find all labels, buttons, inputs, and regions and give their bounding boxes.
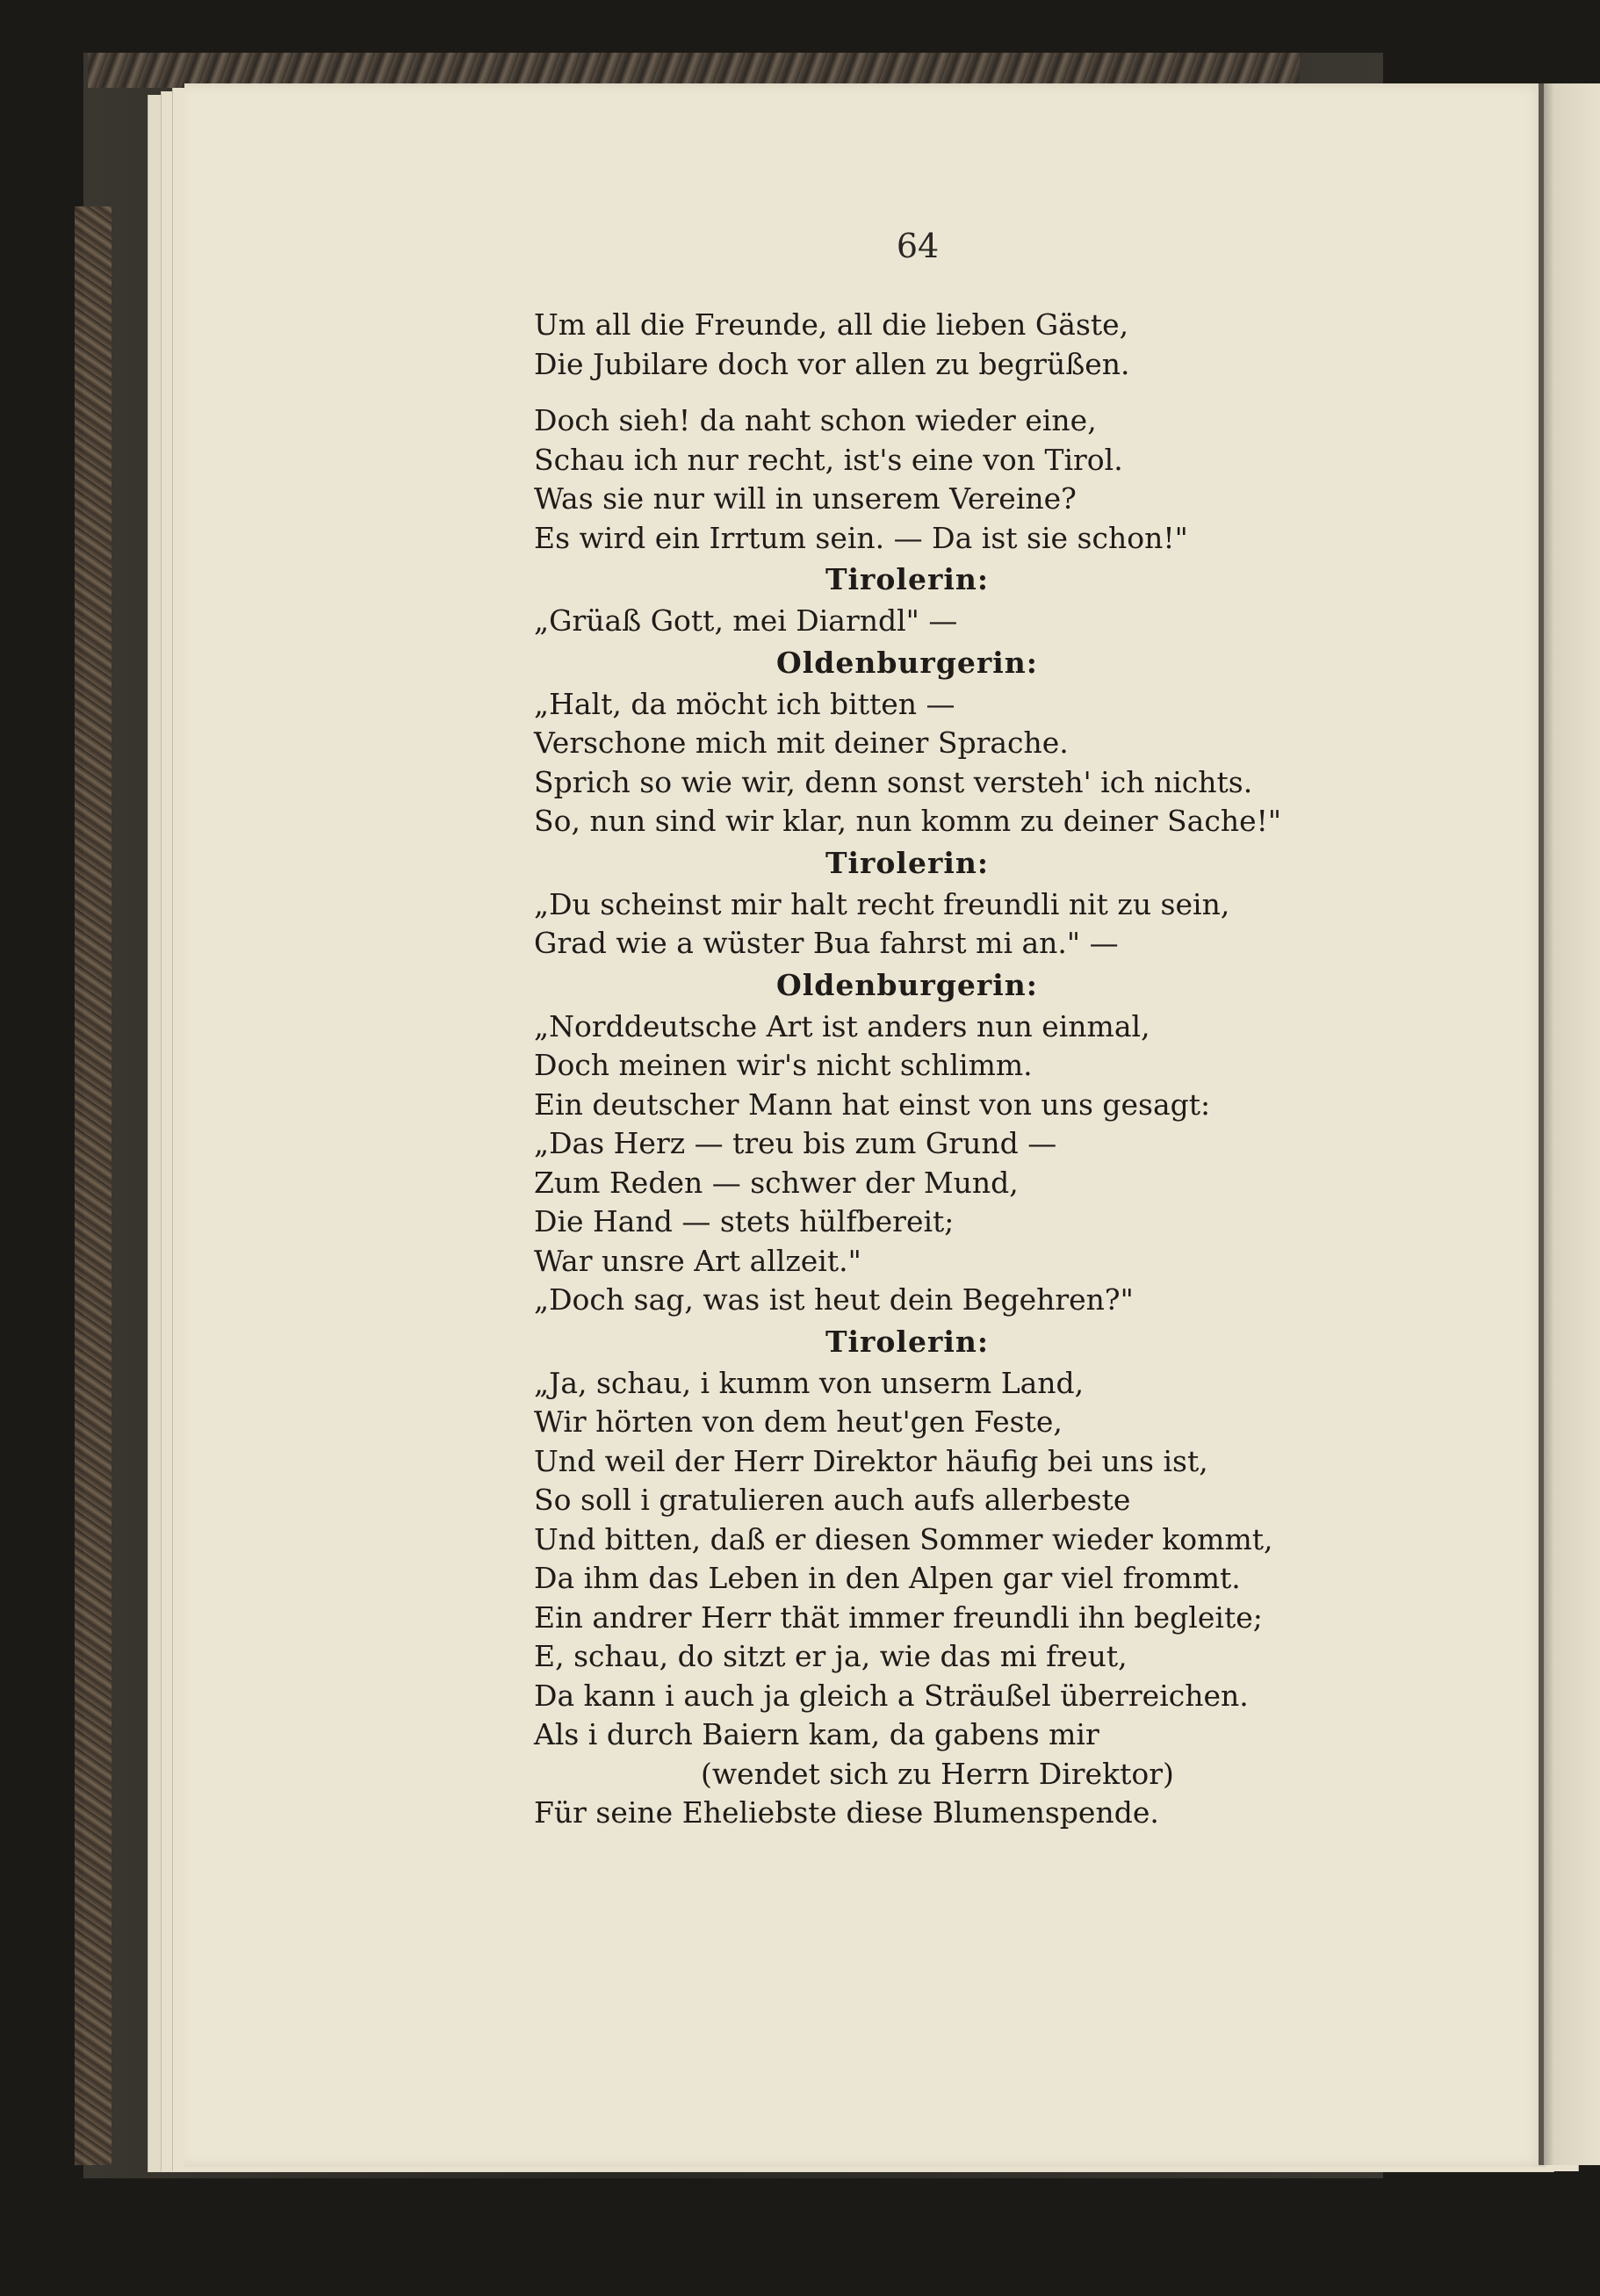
verse-line: „Doch sag, was ist heut dein Begehren?" [534,1282,1134,1317]
page-number: 64 [896,227,940,265]
verse-line: Um all die Freunde, all die lieben Gäste, [534,307,1129,342]
speaker-heading: Oldenburgerin: [776,967,1038,1002]
verse-line: „Das Herz — treu bis zum Grund — [534,1126,1057,1160]
verse-line: Was sie nur will in unserem Vereine? [534,481,1077,516]
verse-line: Verschone mich mit deiner Sprache. [534,726,1069,760]
facing-page-edge [1539,83,1600,2165]
verse-line: So, nun sind wir klar, nun komm zu deiner Sache!" [534,804,1282,838]
verse-line: Die Hand — stets hülfbereit; [534,1204,955,1238]
verse-line: Wir hörten von dem heut'gen Feste, [534,1404,1063,1439]
verse-line: Die Jubilare doch vor allen zu begrüßen. [534,346,1130,381]
verse-line: Sprich so wie wir, denn sonst versteh' ich nichts. [534,764,1253,799]
verse-line: So soll i gratulieren auch aufs allerbeste [534,1483,1131,1517]
speaker-heading: Tirolerin: [825,562,990,596]
poem-text [534,306,1421,1833]
verse-line: Zum Reden — schwer der Mund, [534,1165,1019,1200]
verse-line: „Norddeutsche Art ist anders nun einmal, [534,1008,1150,1043]
verse-line: Ein deutscher Mann hat einst von uns gesagt: [534,1087,1211,1122]
verse-line: „Du scheinst mir halt recht freundli nit zu sein, [534,886,1230,921]
stage-direction: (wendet sich zu Herrn Direktor) [701,1756,1174,1791]
gutter-shadow [1539,83,1544,2165]
speaker-heading: Tirolerin: [825,845,990,880]
verse-line: Und bitten, daß er diesen Sommer wieder kommt, [534,1521,1273,1556]
verse-line: „Ja, schau, i kumm von unserm Land, [534,1365,1085,1400]
verse-line: Ein andrer Herr thät immer freundli ihn begleite; [534,1599,1263,1635]
verse-line: „Halt, da möcht ich bitten — [534,686,955,721]
verse-line: Doch meinen wir's nicht schlimm. [534,1048,1033,1082]
speaker-heading: Oldenburgerin: [776,645,1038,680]
verse-line: Da ihm das Leben in den Alpen gar viel frommt. [534,1561,1241,1595]
speaker-heading: Tirolerin: [825,1324,990,1359]
verse-line: Da kann i auch ja gleich a Sträußel überreichen. [534,1678,1249,1713]
verse-line: „Grüaß Gott, mei Diarndl" — [534,603,958,638]
verse-line: Als i durch Baiern kam, da gabens mir [534,1717,1099,1751]
verse-line: E, schau, do sitzt er ja, wie das mi freut, [534,1639,1128,1673]
verse-line: War unsre Art allzeit." [534,1243,861,1278]
verse-line: Es wird ein Irrtum sein. — Da ist sie schon!" [534,520,1188,555]
marbled-endpaper [75,206,112,2165]
cover-top-edge [88,53,1300,88]
verse-line: Für seine Eheliebste diese Blumenspende. [534,1795,1159,1830]
verse-line: Grad wie a wüster Bua fahrst mi an." — [534,926,1119,960]
verse-line: Schau ich nur recht, ist's eine von Tirol. [534,442,1123,477]
verse-line: Und weil der Herr Direktor häufig bei uns ist, [534,1443,1208,1478]
verse-line: Doch sieh! da naht schon wieder eine, [534,403,1097,437]
